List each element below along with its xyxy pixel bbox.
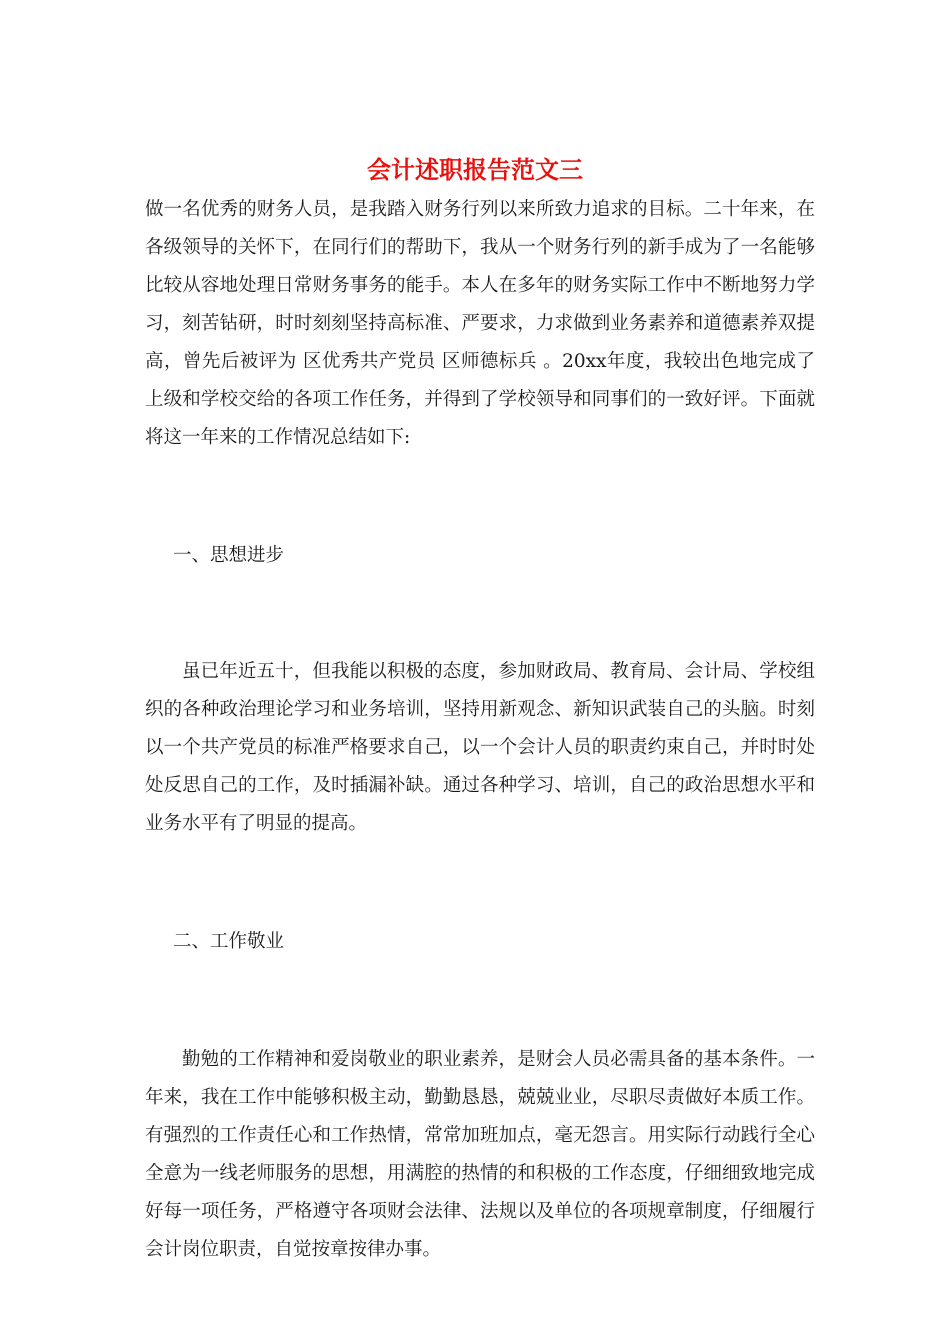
section-heading-2: 二、工作敬业: [173, 931, 285, 952]
spacer: [145, 843, 815, 923]
spacer: [145, 457, 815, 537]
spacer: [145, 961, 815, 1041]
intro-paragraph: 做一名优秀的财务人员，是我踏入财务行列以来所致力追求的目标。二十年来，在各级领导的关怀下，在同行们的帮助下，我从一个财务行列的新手成为了一名能够比较从容地处理日常财务事务的能手。本人在多年的财务实际工作中不断地努力学习，刻苦钻研，时时刻刻坚持高标准、严要求，力求做到业务素养和道德素养双提高，曾先后被评为 区优秀共产党员 区师德标兵 。20xx年度，我较出色地完成了上级和学校交给的各项工作任务，并得到了学校领导和同事们的一致好评。下面就将这一年来的工作情况总结如下:: [145, 199, 815, 448]
document-title: 会计述职报告范文三: [367, 155, 583, 184]
document-body: [145, 191, 815, 1269]
section-paragraph-2: 勤勉的工作精神和爱岗敬业的职业素养，是财会人员必需具备的基本条件。一年来，我在工作中能够积极主动，勤勤恳恳，兢兢业业，尽职尽责做好本质工作。有强烈的工作责任心和工作热情，常常加班加点，毫无怨言。用实际行动践行全心全意为一线老师服务的思想，用满腔的热情的和积极的工作态度，仔细细致地完成好每一项任务，严格遵守各项财会法律、法规以及单位的各项规章制度，仔细履行会计岗位职责，自觉按章按律办事。: [145, 1049, 815, 1260]
section-paragraph-1: 虽已年近五十，但我能以积极的态度，参加财政局、教育局、会计局、学校组织的各种政治理论学习和业务培训，坚持用新观念、新知识武装自己的头脑。时刻以一个共产党员的标准严格要求自己，以一个会计人员的职责约束自己，并时时处处反思自己的工作，及时插漏补缺。通过各种学习、培训，自己的政治思想水平和业务水平有了明显的提高。: [145, 661, 815, 834]
section-heading-1: 一、思想进步: [173, 545, 285, 566]
spacer: [145, 575, 815, 653]
